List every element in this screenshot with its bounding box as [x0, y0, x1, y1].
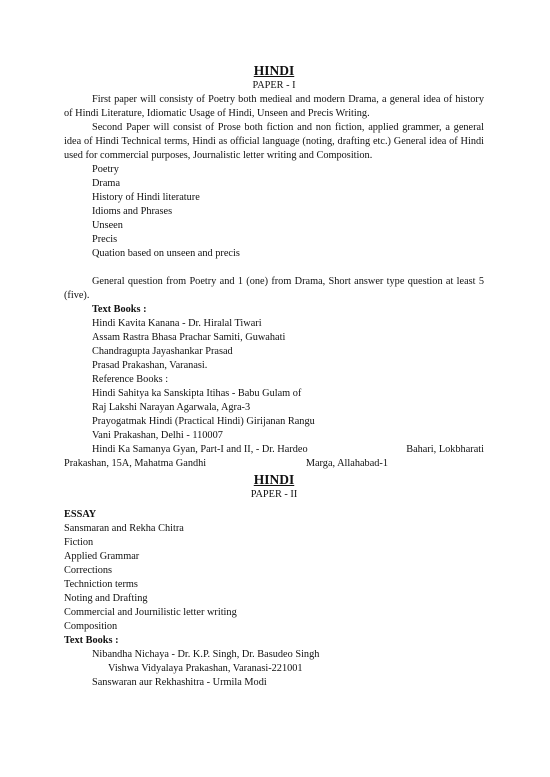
list-item: [64, 443, 484, 457]
list-item: Vani Prakashan, Delhi - 110007: [92, 430, 223, 441]
list-item: Idioms and Phrases: [92, 206, 173, 217]
list-item: Quation based on unseen and precis: [92, 248, 240, 259]
list-item: Composition: [64, 621, 118, 632]
paper2-title: HINDI: [253, 472, 295, 487]
list-item: Applied Grammar: [64, 551, 140, 562]
list-item: Corrections: [64, 565, 113, 576]
paper1-paragraph-1: First paper will consisty of Poetry both medieal and modern Drama, a general idea of history of Hindi Literature, Idiomatic Usage of Hindi, Unseen and Precis Writing.: [64, 94, 484, 119]
list-item: Hindi Sahitya ka Sanskipta Itihas - Babu Gulam of: [92, 388, 302, 399]
list-item: Hindi Kavita Kanana - Dr. Hiralal Tiwari: [92, 318, 262, 329]
spacer: [64, 261, 484, 275]
list-item: Drama: [92, 178, 121, 189]
list-item: Sansmaran and Rekha Chitra: [64, 523, 184, 534]
list-item: History of Hindi literature: [92, 192, 200, 203]
paper1-textbook-list: [64, 317, 484, 373]
paper2-topic-list: [64, 522, 484, 634]
paper1-topic-list: [64, 163, 484, 261]
list-item: Noting and Drafting: [64, 593, 148, 604]
document-content: [64, 63, 484, 690]
list-item: Prayogatmak Hindi (Practical Hindi) Girijanan Rangu: [92, 416, 315, 427]
list-item-continuation: [64, 457, 484, 471]
reference-text: Hindi Ka Samanya Gyan, Part-I and II, - Dr. Hardeo: [92, 444, 308, 455]
list-item: Poetry: [92, 164, 119, 175]
list-item-continuation: Vishwa Vidyalaya Prakashan, Varanasi-221001: [108, 663, 303, 674]
list-item: Commercial and Journilistic letter writing: [64, 607, 237, 618]
paper1-reference-list: [64, 387, 484, 471]
paper1-title: HINDI: [253, 63, 295, 78]
list-item: Fiction: [64, 537, 94, 548]
reference-text: Bahari, Lokbharati: [406, 444, 484, 455]
paper2-textbook-list: [64, 648, 484, 690]
list-item: Chandragupta Jayashankar Prasad: [92, 346, 233, 357]
list-item: Techniction terms: [64, 579, 138, 590]
list-item: Nibandha Nichaya - Dr. K.P. Singh, Dr. Basudeo Singh: [92, 649, 320, 660]
list-item: Raj Lakshi Narayan Agarwala, Agra-3: [92, 402, 251, 413]
paper1-paragraph-3: General question from Poetry and 1 (one) from Drama, Short answer type question at least 5 (five).: [64, 276, 484, 301]
paper1-subtitle: PAPER - I: [252, 80, 296, 91]
paper2-essay-heading: ESSAY: [64, 509, 97, 520]
paper1-paragraph-2: Second Paper will consist of Prose both fiction and non fiction, applied grammer, a general idea of Hindi Technical terms, Hindi as official language (noting, drafting etc.) General idea of Hindi used for commercial purposes, Journalistic letter writing and Composition.: [64, 122, 484, 161]
reference-text: Marga, Allahabad-1: [305, 458, 388, 469]
list-item: Unseen: [92, 220, 123, 231]
paper1-textbooks-heading: Text Books :: [92, 304, 147, 315]
list-item: Sanswaran aur Rekhashitra - Urmila Modi: [92, 677, 267, 688]
list-item: Prasad Prakashan, Varanasi.: [92, 360, 208, 371]
paper2-textbooks-heading: Text Books :: [64, 635, 119, 646]
list-item: Assam Rastra Bhasa Prachar Samiti, Guwahati: [92, 332, 286, 343]
paper2-subtitle: PAPER - II: [250, 489, 298, 500]
list-item: Precis: [92, 234, 118, 245]
reference-text: Prakashan, 15A, Mahatma Gandhi: [64, 458, 207, 469]
paper1-reference-heading: Reference Books :: [92, 374, 169, 385]
